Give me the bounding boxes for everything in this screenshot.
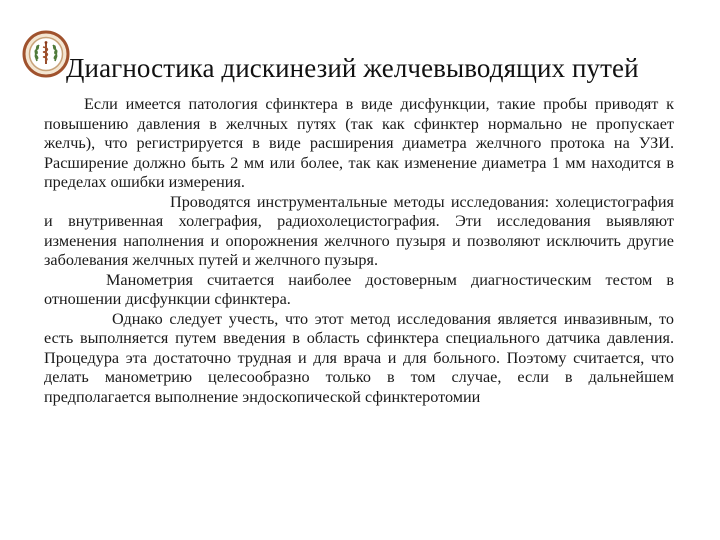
paragraph-instrumental-methods: Проводятся инструментальные методы исследования: холецистография и внутривенная холеграфия, радиохолецистография. Эти исследования выявляют изменения наполнения и опорожнения желчного пузыря и позволяют исключить другие заболевания желчных путей и желчного пузыря. <box>44 192 674 269</box>
slide-body <box>44 95 674 407</box>
medical-emblem-icon <box>22 30 70 78</box>
slide-title: Диагностика дискинезий желчевыводящих путей <box>66 53 639 83</box>
paragraph-manometry: Манометрия считается наиболее достоверным диагностическим тестом в отношении дисфункции сфинктера. <box>44 270 674 308</box>
paragraph-sphincter-tests: Если имеется патология сфинктера в виде дисфункции, такие пробы приводят к повышению давления в желчных путях (так как сфинктер нормально не пропускает желчь), что регистрируется в виде расширения диаметра желчного протока на УЗИ. Расширение должно быть 2 мм или более, так как изменение диаметра 1 мм находится в пределах ошибки измерения. <box>44 95 674 191</box>
paragraph-invasive-method: Однако следует учесть, что этот метод исследования является инвазивным, то есть выполняется путем введения в область сфинктера специального датчика давления. Процедура эта достаточно трудная и для врача и для больного. Поэтому считается, что делать манометрию целесообразно только в том случае, если в дальнейшем предполагается выполнение эндоскопической сфинктеротомии <box>44 309 674 406</box>
